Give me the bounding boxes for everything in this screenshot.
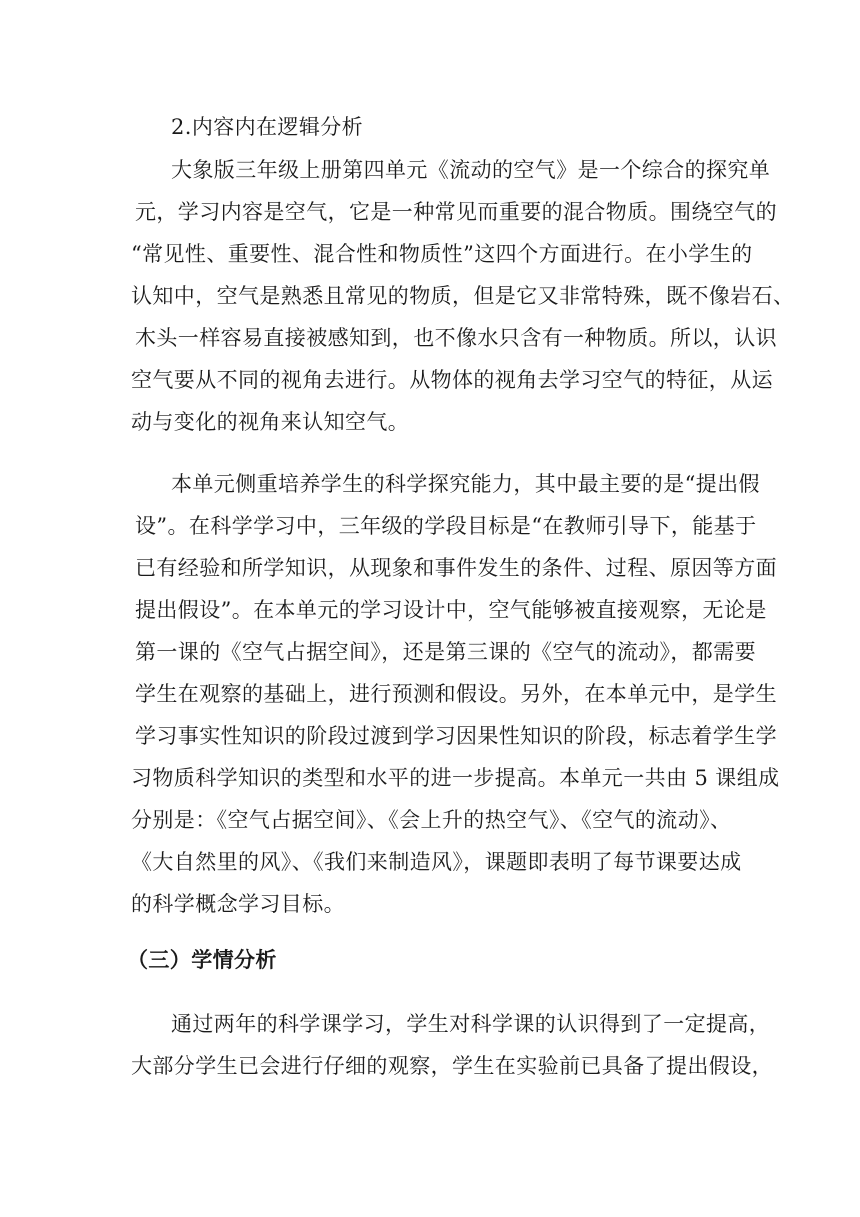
paragraph-line: 的科学概念学习目标。	[131, 892, 345, 916]
paragraph-line: 已有经验和所学知识，从现象和事件发生的条件、过程、原因等方面	[135, 556, 777, 580]
paragraph-line: 认知中，空气是熟悉且常见的物质，但是它又非常特殊，既不像岩石、	[131, 284, 795, 308]
subheading-logic-analysis: 2.内容内在逻辑分析	[171, 115, 364, 139]
paragraph-line: “常见性、重要性、混合性和物质性”这四个方面进行。在小学生的	[131, 242, 753, 266]
paragraph-line: 设”。在科学学习中，三年级的学段目标是“在教师引导下，能基于	[135, 514, 757, 538]
paragraph-line: 大象版三年级上册第四单元《流动的空气》是一个综合的探究单	[171, 158, 771, 182]
paragraph-line: 分别是：《空气占据空间》、《会上升的热空气》、《空气的流动》、	[131, 808, 732, 832]
paragraph-line: 通过两年的科学课学习，学生对科学课的认识得到了一定提高，	[171, 1012, 771, 1036]
paragraph-line: 学生在观察的基础上，进行预测和假设。另外，在本单元中，是学生	[135, 682, 777, 706]
paragraph-line: 提出假设”。在本单元的学习设计中，空气能够被直接观察，无论是	[135, 598, 767, 622]
paragraph-line: 大部分学生已会进行仔细的观察，学生在实验前已具备了提出假设，	[131, 1054, 773, 1078]
section-heading-student-analysis: （三）学情分析	[127, 947, 277, 972]
paragraph-line: 《大自然里的风》、《我们来制造风》，课题即表明了每节课要达成	[131, 850, 742, 874]
paragraph-line: 第一课的《空气占据空间》，还是第三课的《空气的流动》，都需要	[135, 640, 756, 664]
paragraph-line: 木头一样容易直接被感知到，也不像水只含有一种物质。所以，认识	[135, 326, 777, 350]
paragraph-line: 学习事实性知识的阶段过渡到学习因果性知识的阶段，标志着学生学	[135, 724, 777, 748]
paragraph-line: 元，学习内容是空气，它是一种常见而重要的混合物质。围绕空气的	[135, 200, 777, 224]
paragraph-line: 习物质科学知识的类型和水平的进一步提高。本单元一共由 5 课组成	[131, 766, 780, 790]
paragraph-line: 本单元侧重培养学生的科学探究能力，其中最主要的是“提出假	[171, 472, 760, 496]
paragraph-line: 动与变化的视角来认知空气。	[131, 410, 410, 434]
paragraph-line: 空气要从不同的视角去进行。从物体的视角去学习空气的特征，从运	[131, 368, 773, 392]
